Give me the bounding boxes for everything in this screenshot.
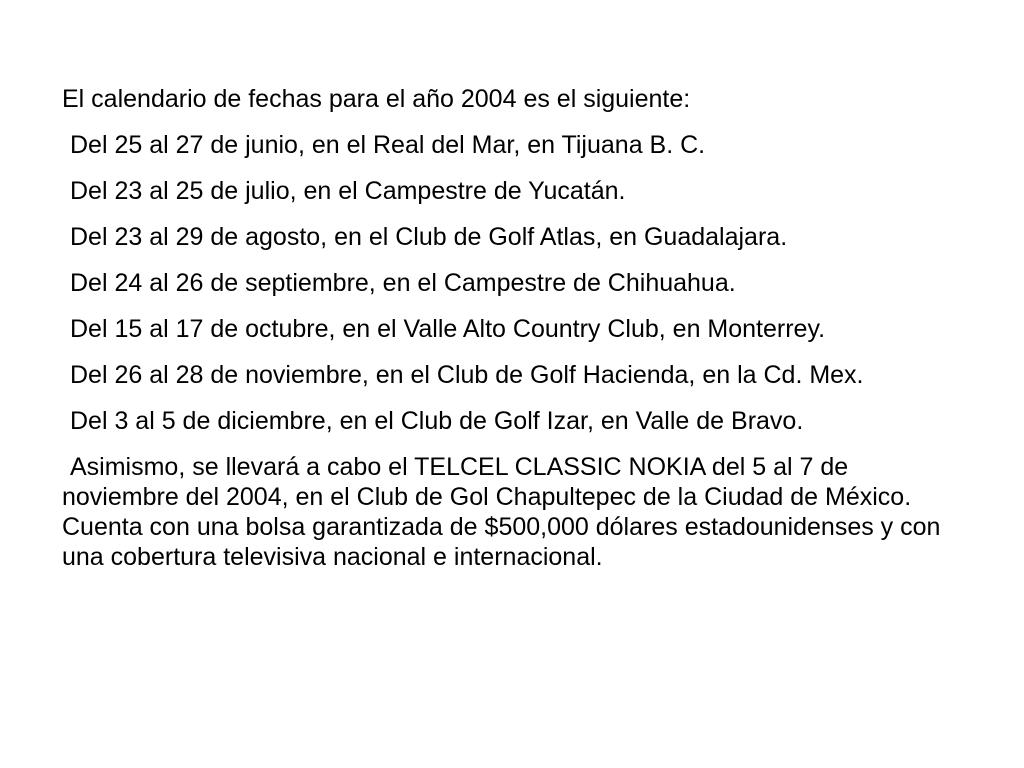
calendar-intro: El calendario de fechas para el año 2004 es el siguiente: [62,85,691,113]
closing-text: Asimismo, se llevará a cabo el TELCEL CLASSIC NOKIA del 5 al 7 de noviembre del 2004, en el Club de Gol Chapultepec de la Ciudad de México. Cuenta con una bolsa garantizada de $500,000 dólares estadounidenses y con una cobertura televisiva nacional e internacional. [62,453,941,571]
closing-paragraph [60,452,964,572]
event-text: Del 25 al 27 de junio, en el Real del Mar, en Tijuana B. C. [70,131,706,159]
event-text: Del 26 al 28 de noviembre, en el Club de Golf Hacienda, en la Cd. Mex. [70,361,864,389]
event-item-july [60,176,964,206]
event-item-october [60,314,964,344]
event-item-december [60,406,964,436]
event-item-september [60,268,964,298]
event-item-june [60,130,964,160]
event-item-november [60,360,964,390]
event-text: Del 23 al 29 de agosto, en el Club de Golf Atlas, en Guadalajara. [70,223,788,251]
event-text: Del 24 al 26 de septiembre, en el Campestre de Chihuahua. [70,269,736,297]
event-item-august [60,222,964,252]
event-text: Del 15 al 17 de octubre, en el Valle Alto Country Club, en Monterrey. [70,315,826,343]
event-text: Del 3 al 5 de diciembre, en el Club de Golf Izar, en Valle de Bravo. [70,407,804,435]
event-text: Del 23 al 25 de julio, en el Campestre de Yucatán. [70,177,626,205]
